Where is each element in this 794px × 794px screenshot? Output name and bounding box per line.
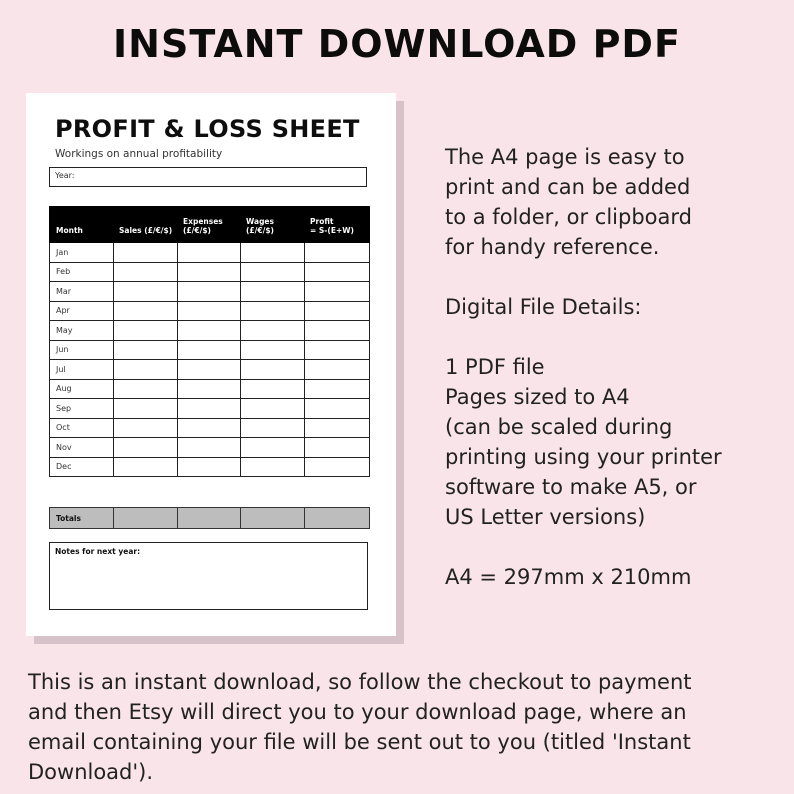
- table-cell: [114, 508, 178, 529]
- column-header: Expenses (£/€/$): [178, 207, 241, 243]
- totals-label: Totals: [50, 508, 114, 529]
- column-header: Month: [50, 207, 114, 243]
- month-label: Oct: [50, 418, 114, 438]
- file-line: (can be scaled during: [445, 415, 673, 439]
- month-label: Jun: [50, 340, 114, 360]
- table-cell: [305, 301, 370, 321]
- notes-box: Notes for next year:: [49, 542, 368, 610]
- table-cell: [241, 379, 305, 399]
- intro-line: The A4 page is easy to: [445, 145, 685, 169]
- table-header-row: [50, 207, 370, 243]
- table-cell: [241, 340, 305, 360]
- intro-line: for handy reference.: [445, 235, 660, 259]
- table-cell: [241, 438, 305, 458]
- table-cell: [114, 399, 178, 419]
- table-cell: [178, 321, 241, 341]
- table-row: [50, 321, 370, 341]
- file-line: Pages sized to A4: [445, 385, 630, 409]
- table-cell: [305, 399, 370, 419]
- table-cell: [241, 399, 305, 419]
- table-cell: [114, 262, 178, 282]
- table-cell: [241, 457, 305, 477]
- table-row: [50, 301, 370, 321]
- table-cell: [241, 262, 305, 282]
- footer-line: email containing your file will be sent out to you (titled 'Instant: [28, 730, 691, 754]
- table-row: [50, 399, 370, 419]
- table-row: [50, 379, 370, 399]
- table-cell: [114, 418, 178, 438]
- table-cell: [305, 438, 370, 458]
- footer-line: Download').: [28, 760, 154, 784]
- column-header: Profit = S-(E+W): [305, 207, 370, 243]
- details-heading: Digital File Details:: [445, 295, 642, 319]
- table-row: [50, 262, 370, 282]
- table-cell: [178, 301, 241, 321]
- table-cell: [305, 321, 370, 341]
- table-cell: [241, 508, 305, 529]
- table-row: [50, 282, 370, 302]
- table-row: [50, 340, 370, 360]
- table-cell: [178, 243, 241, 263]
- table-cell: [241, 418, 305, 438]
- table-cell: [114, 301, 178, 321]
- table-cell: [178, 457, 241, 477]
- file-line: 1 PDF file: [445, 355, 545, 379]
- table-cell: [178, 508, 241, 529]
- month-label: Jul: [50, 360, 114, 380]
- file-line: software to make A5, or: [445, 475, 697, 499]
- file-line: printing using your printer: [445, 445, 722, 469]
- table-cell: [178, 262, 241, 282]
- table-cell: [305, 457, 370, 477]
- table-cell: [305, 262, 370, 282]
- month-label: Aug: [50, 379, 114, 399]
- footer-line: and then Etsy will direct you to your download page, where an: [28, 700, 687, 724]
- table-cell: [114, 379, 178, 399]
- table-row: [50, 243, 370, 263]
- table-cell: [305, 243, 370, 263]
- table-row: [50, 438, 370, 458]
- table-cell: [241, 243, 305, 263]
- month-label: Jan: [50, 243, 114, 263]
- table-row: [50, 457, 370, 477]
- table-cell: [178, 340, 241, 360]
- table-cell: [178, 418, 241, 438]
- file-details: [445, 142, 785, 592]
- sheet-subtitle: Workings on annual profitability: [55, 148, 223, 160]
- intro-line: print and can be added: [445, 175, 691, 199]
- profit-loss-table: [49, 206, 370, 477]
- column-header: Wages (£/€/$): [241, 207, 305, 243]
- banner-title: INSTANT DOWNLOAD PDF: [113, 22, 681, 66]
- table-cell: [178, 438, 241, 458]
- table-cell: [114, 243, 178, 263]
- intro-line: to a folder, or clipboard: [445, 205, 692, 229]
- table-row: [50, 418, 370, 438]
- table-cell: [241, 360, 305, 380]
- table-cell: [305, 379, 370, 399]
- column-header: Sales (£/€/$): [114, 207, 178, 243]
- table-cell: [114, 438, 178, 458]
- table-cell: [114, 360, 178, 380]
- table-cell: [114, 321, 178, 341]
- sheet-title: PROFIT & LOSS SHEET: [55, 115, 360, 143]
- footer-line: This is an instant download, so follow the checkout to payment: [28, 670, 692, 694]
- table-row: [50, 360, 370, 380]
- table-cell: [114, 340, 178, 360]
- table-cell: [305, 360, 370, 380]
- footer-text: [28, 667, 788, 787]
- table-cell: [305, 418, 370, 438]
- month-label: Sep: [50, 399, 114, 419]
- table-cell: [241, 301, 305, 321]
- month-label: May: [50, 321, 114, 341]
- month-label: Nov: [50, 438, 114, 458]
- file-line: US Letter versions): [445, 505, 646, 529]
- month-label: Dec: [50, 457, 114, 477]
- table-cell: [178, 399, 241, 419]
- table-cell: [178, 360, 241, 380]
- table-cell: [178, 282, 241, 302]
- table-cell: [178, 379, 241, 399]
- table-cell: [241, 282, 305, 302]
- table-cell: [305, 340, 370, 360]
- totals-row: [49, 507, 370, 529]
- table-cell: [241, 321, 305, 341]
- month-label: Apr: [50, 301, 114, 321]
- year-field: Year:: [49, 167, 367, 187]
- size-line: A4 = 297mm x 210mm: [445, 565, 692, 589]
- table-cell: [114, 282, 178, 302]
- sheet-preview: [26, 93, 396, 636]
- table-cell: [305, 508, 370, 529]
- table-cell: [114, 457, 178, 477]
- month-label: Feb: [50, 262, 114, 282]
- table-cell: [305, 282, 370, 302]
- month-label: Mar: [50, 282, 114, 302]
